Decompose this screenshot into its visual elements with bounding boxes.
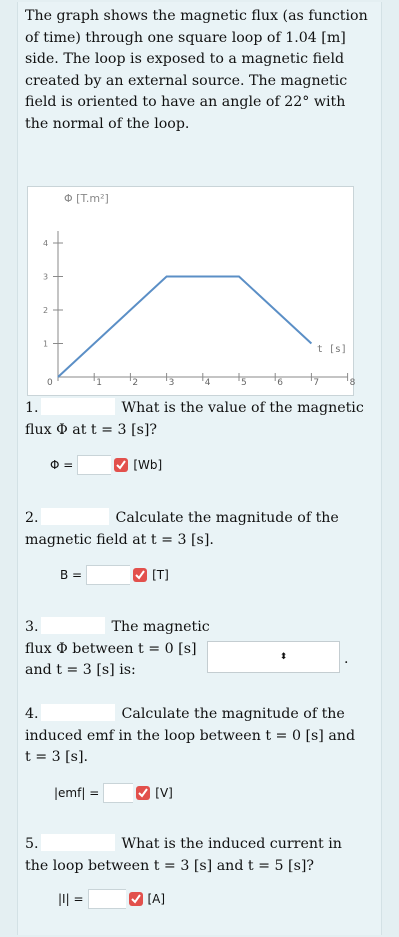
x-tick-label: 8 bbox=[349, 378, 356, 388]
answer-row-2 bbox=[60, 565, 169, 585]
x-tick-label: 7 bbox=[313, 378, 320, 388]
incorrect-check-icon bbox=[114, 458, 128, 472]
answer-row-5 bbox=[58, 889, 165, 909]
question-2 bbox=[25, 508, 365, 551]
answer-label: |I| = bbox=[58, 892, 84, 906]
y-tick-label: 1 bbox=[43, 339, 49, 349]
y-tick-label: 3 bbox=[43, 272, 49, 282]
answer-label: Φ = bbox=[50, 458, 74, 472]
answer-label: B = bbox=[60, 568, 83, 582]
x-tick-label: 4 bbox=[204, 378, 211, 388]
flux-graph bbox=[27, 186, 354, 396]
answer-row-1 bbox=[50, 455, 162, 475]
question-number: 5. bbox=[25, 836, 39, 852]
hidden-prefix bbox=[41, 704, 115, 721]
flux-behavior-select[interactable] bbox=[207, 641, 340, 673]
answer-label: |emf| = bbox=[54, 786, 100, 800]
flux-answer-input[interactable] bbox=[77, 455, 111, 475]
x-tick-label: 2 bbox=[132, 378, 139, 388]
question-text: What is the value of the magnetic flux Φ at t = 3 [s]? bbox=[25, 400, 364, 438]
incorrect-check-icon bbox=[133, 568, 147, 582]
x-tick-label: 6 bbox=[277, 378, 283, 388]
x-tick-label: 5 bbox=[241, 378, 247, 388]
current-answer-input[interactable] bbox=[88, 889, 126, 909]
question-number: 2. bbox=[25, 510, 39, 526]
problem-statement: The graph shows the magnetic flux (as function of time) through one square loop of 1.04 [m] side. The loop is exposed to a magnetic field created by an external source. The magnetic field is oriented to have an angle of 22° with the normal of the loop. bbox=[25, 8, 368, 132]
incorrect-check-icon bbox=[129, 892, 143, 906]
question-text: What is the induced current in the loop between t = 3 [s] and t = 5 [s]? bbox=[25, 836, 342, 874]
hidden-prefix bbox=[41, 508, 109, 525]
question-text: Calculate the magnitude of the magnetic field at t = 3 [s]. bbox=[25, 510, 339, 548]
answer-unit: [A] bbox=[147, 892, 166, 906]
question-number: 3. bbox=[25, 619, 39, 635]
flux-chart-svg bbox=[28, 187, 356, 395]
question-4 bbox=[25, 704, 365, 769]
y-axis-label: Φ [T.m²] bbox=[64, 192, 109, 205]
question-number: 4. bbox=[25, 706, 39, 722]
y-tick-label: 4 bbox=[43, 239, 49, 248]
answer-row-4 bbox=[54, 783, 173, 803]
incorrect-check-icon bbox=[136, 786, 150, 800]
hidden-prefix bbox=[41, 834, 115, 851]
answer-unit: [Wb] bbox=[133, 458, 163, 472]
answer-unit: [T] bbox=[152, 568, 169, 582]
answer-unit: [V] bbox=[155, 786, 173, 800]
x-tick-label: 1 bbox=[96, 378, 102, 388]
y-tick-label: 2 bbox=[43, 306, 49, 315]
question-text: The magnetic flux Φ between t = 0 [s] and t = 3 [s] is: bbox=[25, 619, 210, 678]
x-tick-label: 0 bbox=[47, 378, 53, 388]
hidden-prefix bbox=[41, 398, 115, 415]
question-3 bbox=[25, 617, 210, 682]
flux-series-line bbox=[58, 277, 311, 378]
field-answer-input[interactable] bbox=[86, 565, 130, 585]
x-tick-label: 3 bbox=[168, 378, 175, 388]
question-text: Calculate the magnitude of the induced emf in the loop between t = 0 [s] and t = 3 [s]. bbox=[25, 706, 356, 765]
x-axis-label: t [s] bbox=[316, 343, 347, 355]
hidden-prefix bbox=[41, 617, 105, 634]
trailing-period: . bbox=[344, 651, 349, 667]
question-5 bbox=[25, 834, 365, 877]
chevron-updown-icon: ⬍ bbox=[279, 652, 288, 662]
question-1 bbox=[25, 398, 365, 441]
question-number: 1. bbox=[25, 400, 39, 416]
emf-answer-input[interactable] bbox=[103, 783, 133, 803]
